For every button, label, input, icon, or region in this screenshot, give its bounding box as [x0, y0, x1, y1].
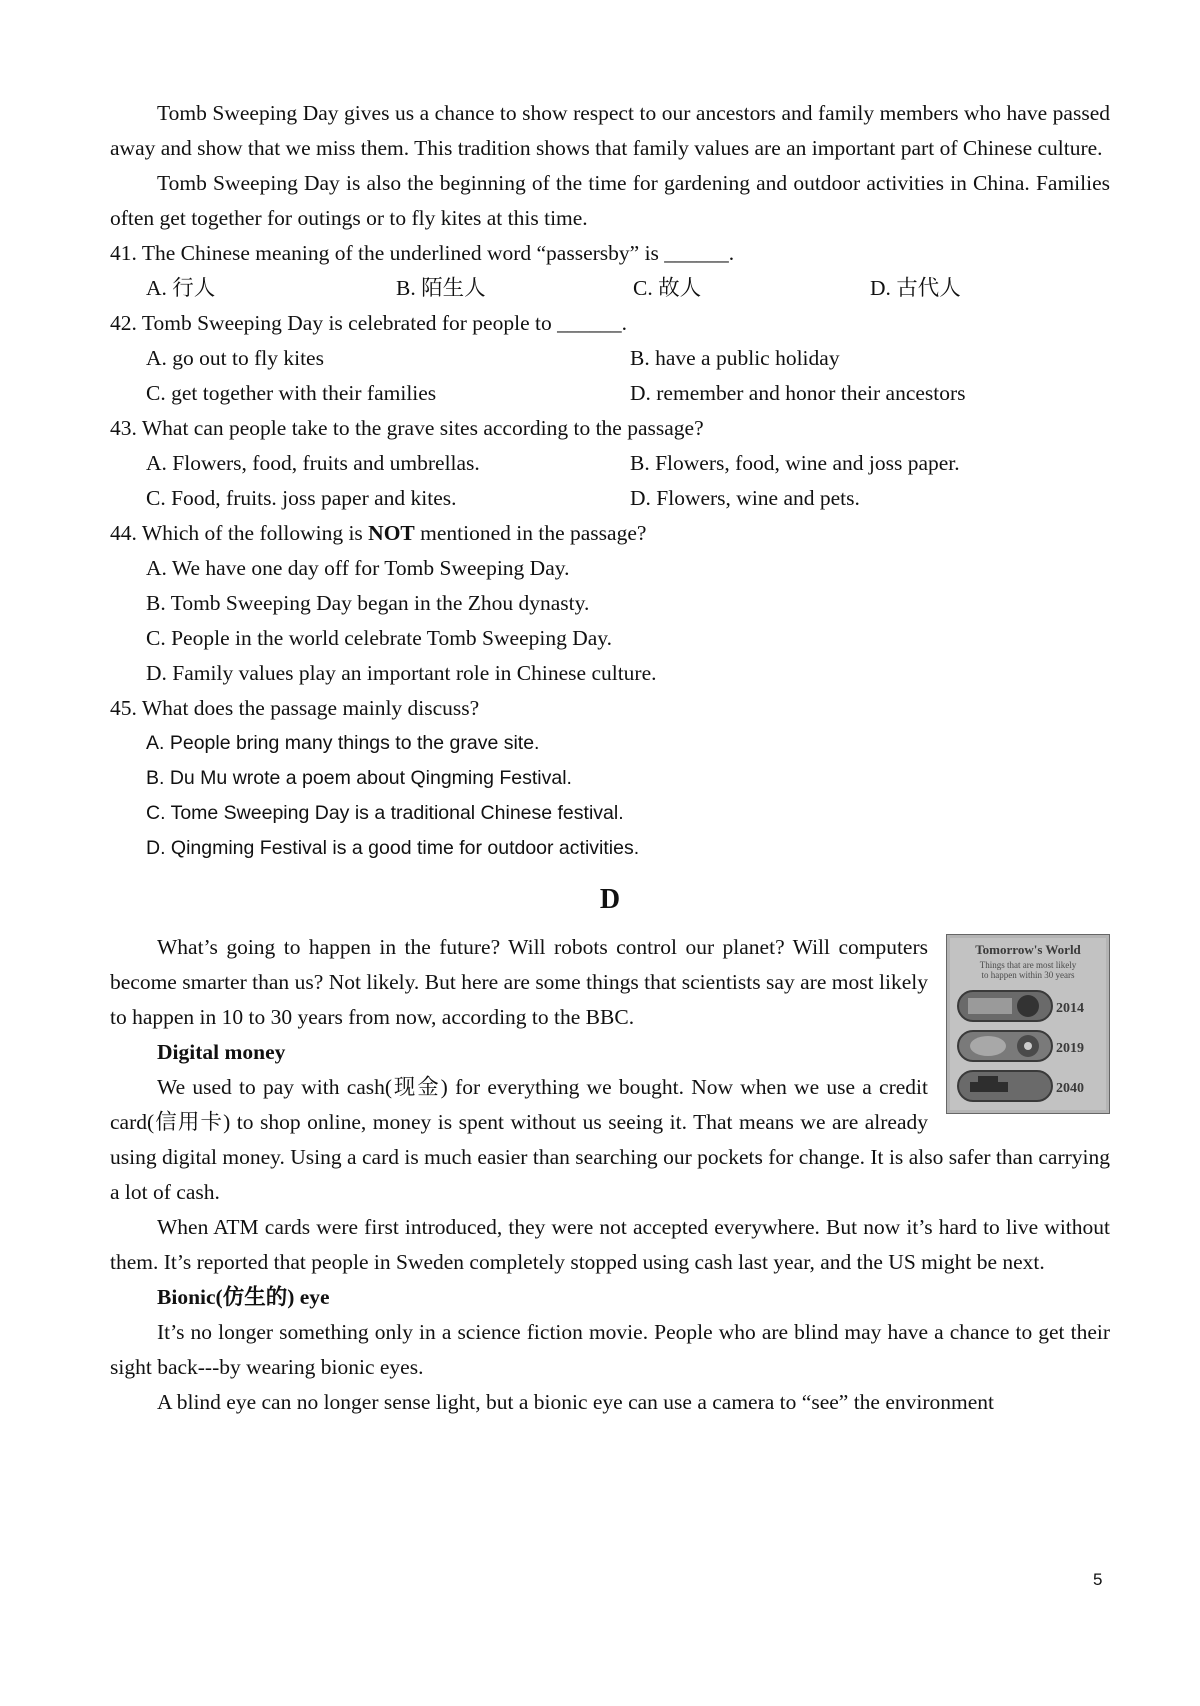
page-content — [110, 96, 1110, 1420]
passage-paragraph: A blind eye can no longer sense light, but a bionic eye can use a camera to “see” the environment — [157, 1390, 994, 1414]
section-heading: Digital money — [157, 1040, 286, 1064]
option-c[interactable]: C. People in the world celebrate Tomb Sweeping Day. — [146, 626, 613, 650]
options-row — [110, 271, 1110, 306]
question-stem: 43. What can people take to the grave sites according to the passage? — [110, 416, 704, 440]
options-row — [110, 446, 1110, 481]
image-year: 2019 — [1056, 1041, 1084, 1056]
option-b[interactable]: B. Tomb Sweeping Day began in the Zhou dynasty. — [146, 591, 590, 615]
option-c[interactable]: C. 故人 — [633, 276, 702, 300]
option-c[interactable]: C. Food, fruits. joss paper and kites. — [146, 486, 457, 510]
section-title: D — [599, 884, 621, 915]
image-subheading: to happen within 30 years — [981, 970, 1075, 980]
options-row — [110, 481, 1110, 516]
image-subheading: Things that are most likely — [979, 960, 1077, 970]
option-d[interactable]: D. remember and honor their ancestors — [630, 381, 966, 405]
option-d[interactable]: D. Family values play an important role in Chinese culture. — [146, 661, 657, 685]
stem-text: 44. Which of the following is — [110, 521, 369, 545]
options-row — [110, 341, 1110, 376]
option-a[interactable]: A. go out to fly kites — [146, 346, 324, 370]
option-c[interactable]: C. Tome Sweeping Day is a traditional Chinese festival. — [146, 802, 624, 824]
option-a[interactable]: A. People bring many things to the grave site. — [146, 732, 540, 754]
question-44 — [110, 516, 1110, 691]
passage-paragraph: Tomb Sweeping Day is also the beginning of the time for gardening and outdoor activities in China. Families often get together for outings or to fly kites at this time. — [110, 171, 1110, 230]
question-42 — [110, 306, 1110, 411]
options-row — [110, 376, 1110, 411]
option-d[interactable]: D. Qingming Festival is a good time for outdoor activities. — [146, 837, 640, 859]
vehicle-cab-icon — [978, 1076, 998, 1083]
question-43 — [110, 411, 1110, 516]
question-stem — [110, 516, 1110, 551]
image-heading: Tomorrow's World — [975, 942, 1081, 957]
option-b[interactable]: B. 陌生人 — [396, 276, 486, 300]
eye-icon — [970, 1036, 1006, 1056]
image-year: 2040 — [1056, 1081, 1084, 1096]
option-c[interactable]: C. get together with their families — [146, 381, 437, 405]
vehicle-icon — [970, 1082, 1008, 1092]
stem-emphasis: NOT — [368, 521, 415, 545]
option-b[interactable]: B. Du Mu wrote a poem about Qingming Festival. — [146, 767, 572, 789]
question-stem: 41. The Chinese meaning of the underlined word “passersby” is ______. — [110, 241, 735, 265]
card-icon — [968, 998, 1012, 1014]
passage-paragraph: It’s no longer something only in a science fiction movie. People who are blind may have a chance to get their sight back---by wearing bionic eyes. — [110, 1320, 1110, 1379]
section-heading: Bionic(仿生的) eye — [157, 1285, 330, 1309]
page-number: 5 — [1093, 1570, 1103, 1589]
option-b[interactable]: B. have a public holiday — [630, 346, 840, 370]
passage-paragraph: We used to pay with cash(现金) for everything we bought. Now when we use a credit card(信用卡) to shop online, money is spent without us seeing it. That means we are already using digital money. Using a card is much easier than searching our pockets for change. It is also safer than carrying a lot of cash. — [110, 1075, 1110, 1204]
option-a[interactable]: A. Flowers, food, fruits and umbrellas. — [146, 451, 480, 475]
tomorrows-world-image-graphic — [946, 934, 1110, 1114]
pupil-icon — [1024, 1042, 1032, 1050]
image-year: 2014 — [1056, 1001, 1084, 1016]
option-a[interactable]: A. We have one day off for Tomb Sweeping Day. — [146, 556, 570, 580]
question-stem: 45. What does the passage mainly discuss? — [110, 696, 480, 720]
option-d[interactable]: D. 古代人 — [870, 276, 961, 300]
tomorrows-world-image — [946, 934, 1110, 1114]
coin-icon — [1017, 995, 1039, 1017]
option-a[interactable]: A. 行人 — [146, 276, 216, 300]
question-45 — [110, 691, 1110, 866]
option-d[interactable]: D. Flowers, wine and pets. — [630, 486, 860, 510]
passage-paragraph: When ATM cards were first introduced, they were not accepted everywhere. But now it’s hard to live without them. It’s reported that people in Sweden completely stopped using cash last year, and the US might be next. — [110, 1215, 1110, 1274]
passage-paragraph: Tomb Sweeping Day gives us a chance to show respect to our ancestors and family members who have passed away and show that we miss them. This tradition shows that family values are an important part of Chinese culture. — [110, 101, 1110, 160]
passage-paragraph: What’s going to happen in the future? Will robots control our planet? Will computers become smarter than us? Not likely. But here are some things that scientists say are most likely to happen in 10 to 30 years from now, according to the BBC. — [110, 935, 928, 1029]
option-b[interactable]: B. Flowers, food, wine and joss paper. — [630, 451, 960, 475]
question-41 — [110, 236, 1110, 306]
question-stem: 42. Tomb Sweeping Day is celebrated for people to ______. — [110, 311, 627, 335]
stem-text: mentioned in the passage? — [414, 521, 647, 545]
